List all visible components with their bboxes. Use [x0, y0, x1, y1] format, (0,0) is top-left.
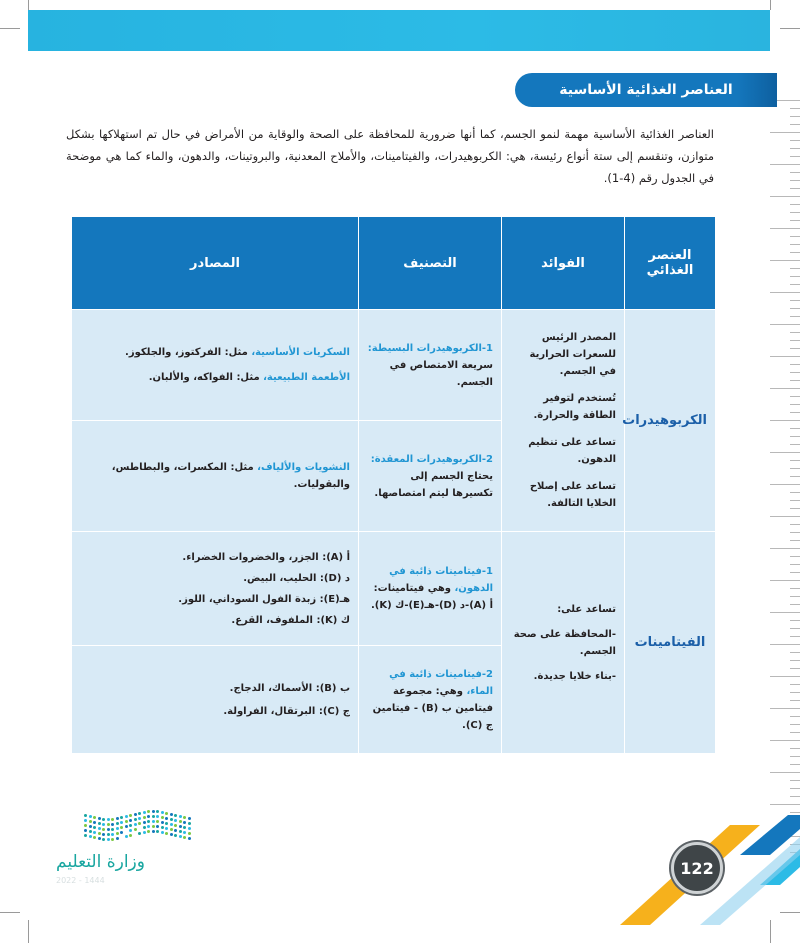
crop-mark — [28, 920, 29, 943]
section-title-banner — [515, 73, 777, 107]
simple-source-desc: مثل: الفواكه، والألبان. — [148, 372, 264, 383]
cell-carbs-simple — [359, 310, 502, 421]
crop-mark — [770, 0, 771, 10]
header-benefits: الفوائد — [502, 217, 625, 310]
fat-vitamins-desc: وهي فيتامينات: أ (A)-د (D)-هـ(E)-ك (K). — [370, 583, 493, 611]
crop-mark — [780, 28, 800, 29]
fat-vitamin-source: أ (A): الجزر، والخضروات الخضراء. — [182, 551, 350, 563]
fat-vitamin-source: هـ(E): زبدة الفول السوداني، اللوز. — [178, 593, 350, 605]
cell-vitamins-water — [359, 646, 502, 754]
intro-paragraph: العناصر الغذائية الأساسية مهمة لنمو الجسم، كما أنها ضرورية للمحافظة على الصحة والوقاية من الأمراض في حال تم استهلاكها بشكل متوازن، وتنقسم إلى ستة أنواع رئيسة، هي: الكربوهيدرات، والفيتامينات، والأملاح المعدنية، والبروتينات، والدهون، والماء كما هي موضحة في الجدول رقم (4-1). — [66, 127, 714, 185]
crop-mark — [0, 912, 20, 913]
fat-vitamin-source: د (D): الحليب، البيض. — [243, 572, 350, 584]
ministry-logo-icon — [84, 808, 194, 842]
top-color-band — [28, 10, 770, 51]
cell-carbs-simple-sources — [72, 310, 359, 421]
header-classification: التصنيف — [359, 217, 502, 310]
complex-carbs-desc: يحتاج الجسم إلى تكسيرها ليتم امتصاصها. — [374, 470, 493, 499]
cell-carbs-complex — [359, 421, 502, 532]
carbs-benefit: تُستخدم لتوفير الطاقة والحرارة. — [533, 393, 616, 421]
cell-carbs-name: الكربوهيدرات — [625, 310, 716, 532]
water-vitamins-term: 2-فيتامينات ذائبة في الماء، — [389, 668, 493, 697]
crop-mark — [0, 28, 20, 29]
cell-vitamins-fat — [359, 532, 502, 646]
cell-vitamins-benefits — [502, 532, 625, 754]
header-element: العنصر الغذائي — [625, 217, 716, 310]
simple-source-desc: مثل: الفركتوز، والجلكوز. — [125, 347, 252, 358]
side-ruler — [764, 100, 800, 860]
water-vitamin-source: ب (B): الأسماك، الدجاج. — [229, 682, 350, 694]
section-title: العناصر الغذائية الأساسية — [559, 82, 733, 98]
complex-source-desc: مثل: المكسرات، والبطاطس، والبقوليات. — [111, 462, 350, 490]
carbs-benefit: المصدر الرئيس للسعرات الحرارية في الجسم. — [529, 332, 616, 377]
crop-mark — [28, 0, 29, 10]
table-row-vitamins-fat — [72, 532, 716, 646]
fat-vitamins-term: 1-فيتامينات ذائبة في الدهون، — [389, 566, 493, 594]
cell-carbs-complex-sources — [72, 421, 359, 532]
page-number-badge: 122 — [671, 842, 723, 894]
cell-vitamins-fat-sources — [72, 532, 359, 646]
ministry-name: وزارة التعليم — [56, 852, 145, 872]
cell-vitamins-name: الفيتامينات — [625, 532, 716, 754]
vitamins-benefits-intro: تساعد على: — [557, 603, 616, 615]
simple-carbs-desc: سريعة الامتصاص في الجسم. — [389, 359, 493, 388]
complex-source-term: النشويات والألياف، — [257, 462, 350, 473]
fat-vitamin-source: ك (K): الملفوف، القرع. — [231, 614, 350, 626]
vitamins-benefit: -المحافظة على صحة الجسم. — [513, 628, 616, 657]
water-vitamin-source: ج (C): البرتقال، الفراولة. — [223, 705, 350, 717]
nutrients-table — [71, 216, 716, 754]
carbs-benefit: تساعد على تنظيم الدهون. — [528, 437, 616, 465]
simple-source-term: السكريات الأساسية، — [251, 347, 350, 358]
header-sources: المصادر — [72, 217, 359, 310]
complex-carbs-term: 2-الكربوهيدرات المعقدة: — [370, 453, 493, 465]
simple-source-term: الأطعمة الطبيعية، — [263, 372, 350, 383]
table-row-carbs-simple — [72, 310, 716, 421]
ministry-year: 2022 - 1444 — [56, 876, 105, 885]
cell-vitamins-water-sources — [72, 646, 359, 754]
carbs-benefit: تساعد على إصلاح الخلايا التالفة. — [529, 481, 616, 509]
water-vitamins-desc: وهي: مجموعة فيتامين ب (B) - فيتامين ج (C). — [372, 685, 493, 731]
simple-carbs-term: 1-الكربوهيدرات البسيطة: — [367, 342, 493, 354]
cell-carbs-benefits — [502, 310, 625, 532]
table-header-row — [72, 217, 716, 310]
vitamins-benefit: -بناء خلايا جديدة. — [533, 670, 616, 682]
